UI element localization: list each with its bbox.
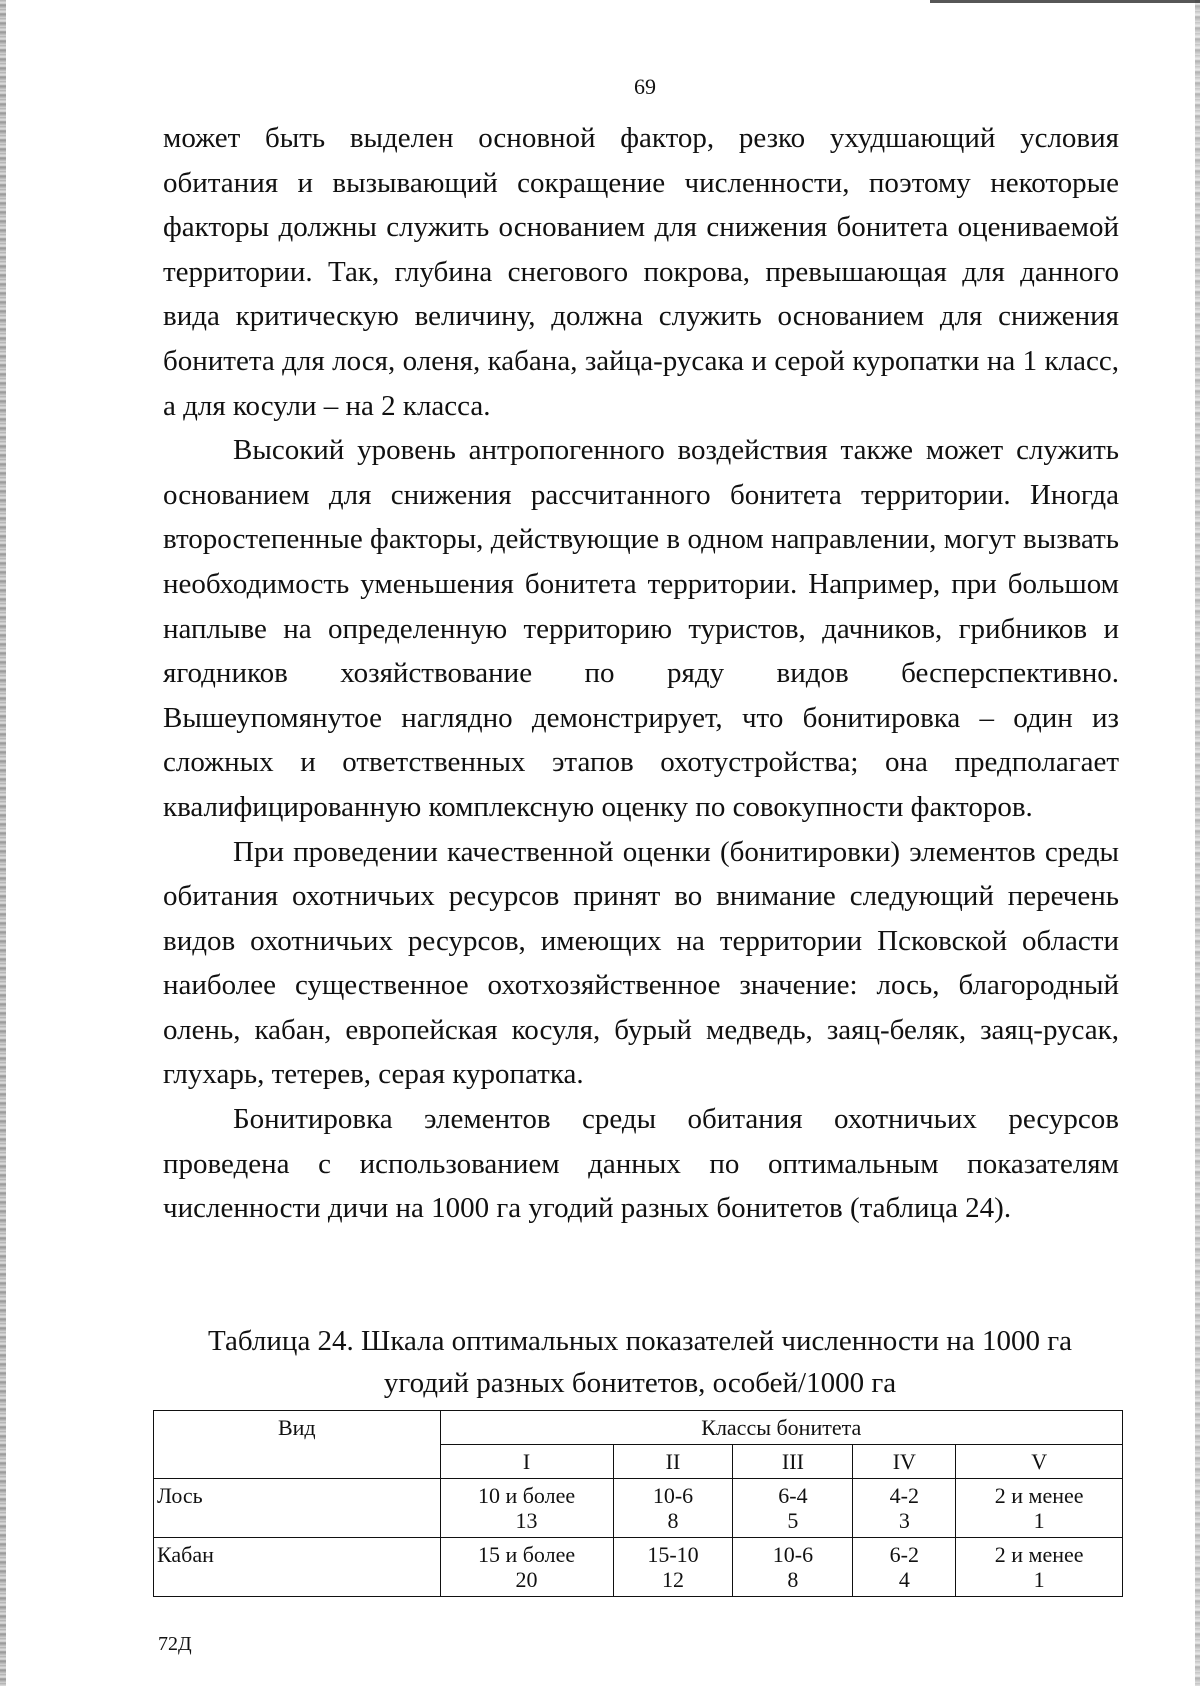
table-cell	[733, 1538, 853, 1597]
class-header: IV	[853, 1445, 956, 1479]
optimal-value: 13	[515, 1508, 538, 1533]
table-cell	[853, 1538, 956, 1597]
table-caption-line: Таблица 24. Шкала оптимальных показателей численности на 1000 га	[208, 1325, 1072, 1357]
range-value: 15 и более	[477, 1542, 576, 1567]
class-header: V	[956, 1445, 1123, 1479]
range-value: 4-2	[889, 1483, 919, 1508]
body-text	[163, 116, 1119, 1231]
scan-edge-top	[930, 0, 1200, 3]
optimal-value: 20	[515, 1567, 538, 1592]
paragraph: Бонитировка элементов среды обитания охотничьих ресурсов проведена с использованием данных по оптимальным показателям численности дичи на 1000 га угодий разных бонитетов (таблица 24).	[163, 1103, 1119, 1225]
footer-code: 72Д	[158, 1633, 192, 1655]
page-number: 69	[634, 74, 656, 99]
classes-column-header: Классы бонитета	[440, 1411, 1122, 1445]
table-caption-line: угодий разных бонитетов, особей/1000 га	[383, 1367, 897, 1399]
range-value: 2 и менее	[994, 1542, 1084, 1567]
range-value: 6-2	[889, 1542, 919, 1567]
table-cell	[613, 1538, 733, 1597]
table-cell	[956, 1538, 1123, 1597]
range-value: 10-6	[772, 1542, 814, 1567]
range-value: 2 и менее	[994, 1483, 1084, 1508]
bonitet-table	[153, 1410, 1123, 1597]
table-row	[154, 1538, 1123, 1597]
optimal-value: 8	[787, 1567, 799, 1592]
optimal-value: 1	[1033, 1508, 1045, 1533]
species-cell: Лось	[154, 1479, 441, 1538]
optimal-value: 1	[1033, 1567, 1045, 1592]
table-caption	[150, 1320, 1130, 1404]
species-cell: Кабан	[154, 1538, 441, 1597]
paragraph: При проведении качественной оценки (бонитировки) элементов среды обитания охотничьих ресурсов принят во внимание следующий перечень видов охотничьих ресурсов, имеющих на территории Псковской области наиболее существенное охотхозяйственное значение: лось, благородный олень, кабан, европейская косуля, бурый медведь, заяц-беляк, заяц-русак, глухарь, тетерев, серая куропатка.	[163, 835, 1119, 1091]
optimal-value: 4	[898, 1567, 910, 1592]
table-cell	[613, 1479, 733, 1538]
range-value: 6-4	[778, 1483, 808, 1508]
optimal-value: 3	[898, 1508, 910, 1533]
species-column-header: Вид	[154, 1411, 441, 1479]
table-cell	[853, 1479, 956, 1538]
range-value: 15-10	[647, 1542, 699, 1567]
scan-edge-left	[0, 0, 6, 1686]
table-cell	[956, 1479, 1123, 1538]
table-header-row	[154, 1411, 1123, 1445]
table-cell	[440, 1538, 613, 1597]
paragraph: Высокий уровень антропогенного воздействия также может служить основанием для снижения рассчитанного бонитета территории. Иногда второстепенные факторы, действующие в одном направлении, могут вызвать необходимость уменьшения бонитета территории. Например, при большом наплыве на определенную территорию туристов, дачников, грибников и ягодников хозяйствование по ряду видов бесперспективно. Вышеупомянутое наглядно демонстрирует, что бонитировка – один из сложных и ответственных этапов охотустройства; она предполагает квалифицированную комплексную оценку по совокупности факторов.	[163, 434, 1119, 823]
range-value: 10-6	[652, 1483, 694, 1508]
class-header: III	[733, 1445, 853, 1479]
class-header: I	[440, 1445, 613, 1479]
optimal-value: 12	[661, 1567, 684, 1592]
class-header: II	[613, 1445, 733, 1479]
table-cell	[733, 1479, 853, 1538]
table-cell	[440, 1479, 613, 1538]
paragraph: может быть выделен основной фактор, резко ухудшающий условия обитания и вызывающий сокращение численности, поэтому некоторые факторы должны служить основанием для снижения бонитета оцениваемой территории. Так, глубина снегового покрова, превышающая для данного вида критическую величину, должна служить основанием для снижения бонитета для лося, оленя, кабана, зайца-русака и серой куропатки на 1 класс, а для косули – на 2 класса.	[163, 122, 1119, 422]
range-value: 10 и более	[477, 1483, 576, 1508]
table-row	[154, 1479, 1123, 1538]
optimal-value: 5	[787, 1508, 799, 1533]
scan-edge-right	[1195, 0, 1200, 1686]
optimal-value: 8	[667, 1508, 679, 1533]
